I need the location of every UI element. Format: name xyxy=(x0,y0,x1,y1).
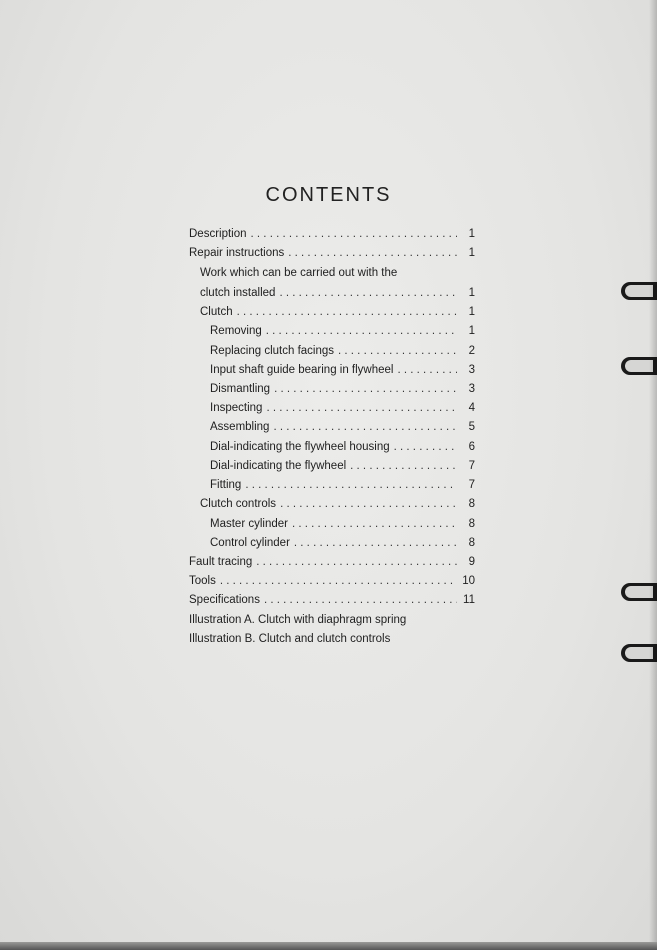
toc-entry-page: 2 xyxy=(468,345,475,357)
toc-entry-page: 5 xyxy=(468,421,475,433)
toc-entry-page: 6 xyxy=(468,441,475,453)
leader-dots xyxy=(266,402,457,414)
leader-dots xyxy=(251,228,457,240)
toc-entry-page: 9 xyxy=(468,556,475,568)
toc-entry xyxy=(210,421,475,439)
toc-entry xyxy=(189,228,475,246)
toc-entry xyxy=(210,518,475,536)
toc-entry-label: Dial-indicating the flywheel housing xyxy=(210,441,390,453)
leader-dots xyxy=(237,306,457,318)
leader-dots xyxy=(280,498,457,510)
toc-entry xyxy=(210,460,475,478)
toc-entry-label: Inspecting xyxy=(210,402,263,414)
toc-entry xyxy=(210,479,475,497)
page-edge-shadow xyxy=(649,0,657,950)
toc-entry-page: 7 xyxy=(468,460,475,472)
toc-entry xyxy=(210,383,475,401)
toc-entry-label: Input shaft guide bearing in flywheel xyxy=(210,364,394,376)
page-title: CONTENTS xyxy=(265,184,392,206)
toc-entry xyxy=(189,575,475,593)
toc-entry-label: Clutch controls xyxy=(200,498,277,510)
leader-dots xyxy=(294,537,457,549)
toc-entry xyxy=(210,325,475,343)
toc-entry-label: Replacing clutch facings xyxy=(210,345,335,357)
toc-entry-page: 1 xyxy=(468,287,475,299)
toc-entry-page: 1 xyxy=(468,325,475,337)
leader-dots xyxy=(397,364,457,376)
toc-entry xyxy=(210,364,475,382)
toc-entry xyxy=(200,287,475,305)
toc-entry-page: 11 xyxy=(463,594,475,606)
leader-dots xyxy=(279,287,457,299)
toc-entry-page: 3 xyxy=(468,383,475,395)
leader-dots xyxy=(266,325,457,337)
toc-entry-page: 10 xyxy=(462,575,475,587)
leader-dots xyxy=(245,479,457,491)
toc-entry-page: 1 xyxy=(468,228,475,240)
toc-entry xyxy=(210,537,475,555)
toc-entry-label: Work which can be carried out with the xyxy=(200,267,398,279)
toc-entry-label: Fitting xyxy=(210,479,242,491)
toc-entry-label: clutch installed xyxy=(200,287,276,299)
leader-dots xyxy=(394,441,457,453)
toc-entry xyxy=(189,594,475,612)
toc-entry xyxy=(200,498,475,516)
toc-entry xyxy=(189,247,475,265)
toc-entry-page: 1 xyxy=(468,306,475,318)
toc-entry-label: Assembling xyxy=(210,421,270,433)
toc-entry-label: Dismantling xyxy=(210,383,271,395)
leader-dots xyxy=(350,460,457,472)
toc-entry-label: Dial-indicating the flywheel xyxy=(210,460,347,472)
illustration-entry: Illustration B. Clutch and clutch controls xyxy=(189,633,391,645)
leader-dots xyxy=(292,518,457,530)
toc-entry-label: Fault tracing xyxy=(189,556,253,568)
leader-dots xyxy=(220,575,457,587)
toc-entry-label: Control cylinder xyxy=(210,537,290,549)
leader-dots xyxy=(264,594,457,606)
toc-entry xyxy=(189,556,475,574)
toc-entry-page: 8 xyxy=(468,518,475,530)
toc-entry-label: Clutch xyxy=(200,306,233,318)
toc-entry-label: Removing xyxy=(210,325,262,337)
toc-entry-label: Tools xyxy=(189,575,216,587)
leader-dots xyxy=(288,247,457,259)
toc-entry-label: Description xyxy=(189,228,247,240)
toc-entry-page: 8 xyxy=(468,537,475,549)
toc-entry-page: 4 xyxy=(468,402,475,414)
toc-entry-label: Specifications xyxy=(189,594,260,606)
toc-entry-label: Master cylinder xyxy=(210,518,288,530)
illustration-entry: Illustration A. Clutch with diaphragm spring xyxy=(189,614,407,626)
toc-entry-page: 7 xyxy=(468,479,475,491)
toc-entry-page: 8 xyxy=(468,498,475,510)
toc-entry xyxy=(210,441,475,459)
page-bottom-edge xyxy=(0,942,657,950)
toc-entry-page: 3 xyxy=(468,364,475,376)
toc-entry xyxy=(210,402,475,420)
toc-entry xyxy=(210,345,475,363)
leader-dots xyxy=(274,383,457,395)
toc-entry-label: Repair instructions xyxy=(189,247,285,259)
leader-dots xyxy=(256,556,457,568)
toc-entry xyxy=(200,306,475,324)
leader-dots xyxy=(338,345,457,357)
toc-entry-page: 1 xyxy=(468,247,475,259)
leader-dots xyxy=(273,421,457,433)
